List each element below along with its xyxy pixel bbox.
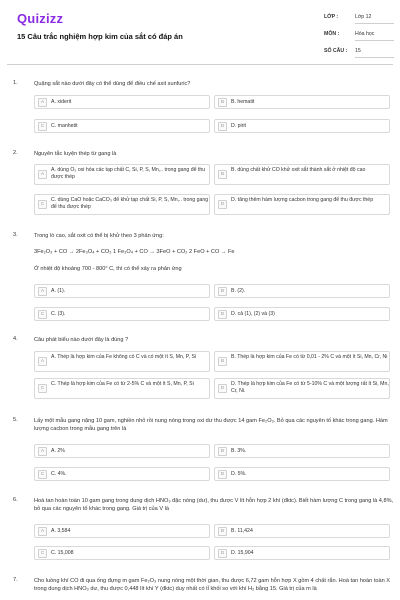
option-letter: A: [38, 170, 47, 179]
option-text: B. hematit: [231, 98, 255, 105]
option-text: C. 4%.: [51, 470, 67, 477]
header-divider: [7, 64, 393, 65]
option-letter: B: [218, 170, 227, 179]
option-letter: C: [38, 310, 47, 319]
option-a[interactable]: [34, 351, 210, 372]
question-number: 7.: [13, 577, 18, 583]
option-a[interactable]: [34, 95, 210, 109]
meta-value: Lớp 12: [355, 14, 394, 24]
question-text: Câu phát biểu nào dưới đây là đúng ?: [34, 337, 129, 343]
option-c[interactable]: [34, 546, 210, 560]
meta-row-subject: [324, 31, 394, 48]
option-c[interactable]: [34, 378, 210, 399]
meta-label: LỚP :: [324, 14, 339, 20]
option-c[interactable]: [34, 194, 210, 215]
option-letter: C: [38, 384, 47, 393]
option-text: D. 5%.: [231, 470, 247, 477]
option-text: C. dùng CaO hoặc CaCO₃ để khử tạp chất Si, P, S, Mn,.. trong gang để thu được thép: [51, 197, 209, 210]
option-d[interactable]: [214, 194, 390, 215]
option-d[interactable]: [214, 467, 390, 481]
option-letter: D: [218, 310, 227, 319]
question-text: Cho luồng khí CO đi qua ống đựng m gam Fe₂O₃ nung nóng một thời gian, thu được 6,72 gam hỗn hợp X gồm 4 chất rắn. Hoà tan hoàn toàn X trong dung dịch HNO₃ dư, thu được 0,448 lít khí Y (đktc) duy nhất có tỉ khối so với khí H₂ bằng 15. Giá trị của m là: [34, 578, 390, 593]
option-text: A. (1).: [51, 287, 66, 294]
meta-panel: [324, 14, 394, 65]
question-number: 3.: [13, 232, 18, 238]
option-a[interactable]: [34, 164, 210, 185]
option-b[interactable]: [214, 95, 390, 109]
option-text: A. 3,584: [51, 527, 71, 534]
option-letter: A: [38, 357, 47, 366]
option-letter: A: [38, 527, 47, 536]
option-b[interactable]: [214, 524, 390, 538]
option-letter: B: [218, 287, 227, 296]
option-letter: C: [38, 200, 47, 209]
option-text: A. xiderit: [51, 98, 72, 105]
option-b[interactable]: [214, 164, 390, 185]
option-text: D. cả (1), (2) và (3): [231, 310, 275, 317]
option-text: B. 3%.: [231, 447, 247, 454]
option-text: A. 2%: [51, 447, 65, 454]
option-text: B. (2).: [231, 287, 246, 294]
question-text: Nguyên tắc luyện thép từ gang là: [34, 151, 117, 157]
option-b[interactable]: [214, 444, 390, 458]
option-text: D. 15,904: [231, 549, 254, 556]
option-letter: B: [218, 447, 227, 456]
option-d[interactable]: [214, 378, 390, 399]
option-text: C. manhetit: [51, 122, 78, 129]
question-text: Quặng sắt nào dưới đây có thể dùng để điều chế axit sunfuric?: [34, 81, 191, 87]
option-text: C. 15,008: [51, 549, 74, 556]
option-text: D. pirit: [231, 122, 246, 129]
option-text: B. dùng chất khử CO khử oxit sắt thành sắt ở nhiệt độ cao: [231, 167, 366, 173]
meta-label: MÔN :: [324, 31, 340, 37]
meta-row-class: [324, 14, 394, 31]
page-title: 15 Câu trắc nghiệm hợp kim của sắt có đáp án: [17, 32, 183, 41]
option-letter: D: [218, 122, 227, 131]
question-number: 4.: [13, 336, 18, 342]
option-text: B. 11,424: [231, 527, 253, 534]
question-number: 6.: [13, 497, 18, 503]
option-c[interactable]: [34, 467, 210, 481]
option-letter: D: [218, 549, 227, 558]
option-d[interactable]: [214, 546, 390, 560]
option-b[interactable]: [214, 284, 390, 298]
option-a[interactable]: [34, 524, 210, 538]
option-b[interactable]: [214, 351, 390, 372]
option-text: A. Thép là hợp kim của Fe không có C và có một ít S, Mn, P, Si: [51, 354, 197, 360]
option-text: D. tăng thêm hàm lượng cacbon trong gang để thu được thép: [231, 197, 374, 203]
option-text: A. dùng O₂ oxi hóa các tạp chất C, Si, P, S, Mn,.. trong gang để thu được thép: [51, 167, 206, 180]
question-number: 5.: [13, 417, 18, 423]
option-a[interactable]: [34, 284, 210, 298]
option-text: B. Thép là hợp kim của Fe có từ 0,01 - 2% C và một ít Si, Mn, Cr, Ni: [231, 354, 388, 360]
option-d[interactable]: [214, 307, 390, 321]
option-c[interactable]: [34, 307, 210, 321]
meta-value: Hóa học: [355, 31, 394, 41]
quizizz-logo[interactable]: Quizizz: [17, 11, 64, 26]
option-text: D. Thép là hợp kim của Fe có từ 5-10% C và một lượng rất ít Si, Mn, Cr, Ni.: [231, 381, 389, 394]
option-letter: A: [38, 447, 47, 456]
option-letter: C: [38, 549, 47, 558]
question-number: 1.: [13, 80, 18, 86]
meta-value: 15: [355, 48, 394, 58]
option-letter: C: [38, 122, 47, 131]
option-text: C. (3).: [51, 310, 66, 317]
option-letter: C: [38, 470, 47, 479]
option-letter: B: [218, 357, 227, 366]
question-note: Ở nhiệt độ khoảng 700 - 800° C, thì có thể xảy ra phản ứng: [34, 266, 182, 272]
meta-row-count: [324, 48, 394, 65]
option-a[interactable]: [34, 444, 210, 458]
reaction-equations: 3Fe₂O₃ + CO → 2Fe₃O₄ + CO₂ 1 Fe₃O₄ + CO → 3FeO + CO₂ 2 FeO + CO → Fe: [34, 249, 235, 255]
option-letter: D: [218, 384, 227, 393]
option-letter: D: [218, 470, 227, 479]
option-letter: B: [218, 527, 227, 536]
meta-label: SỐ CÂU :: [324, 48, 348, 54]
option-text: C. Thép là hợp kim của Fe có từ 2-5% C và một ít S, Mn, P, Si: [51, 381, 194, 387]
option-letter: D: [218, 200, 227, 209]
option-c[interactable]: [34, 119, 210, 133]
question-number: 2.: [13, 150, 18, 156]
question-text: Lấy một mẫu gang nặng 10 gam, nghiền nhỏ rồi nung nóng trong oxi dư thu được 14 gam Fe₂O₃. Bỏ qua các nguyên tố khác trong gang. Hàm lượng cacbon trong mẫu gang trên là: [34, 418, 388, 433]
option-letter: A: [38, 287, 47, 296]
option-letter: B: [218, 98, 227, 107]
question-text: Trong lò cao, sắt oxit có thể bị khử theo 3 phản ứng:: [34, 233, 164, 239]
question-text: Hoà tan hoàn toàn 10 gam gang trong dung dịch HNO₃ đặc nóng (dư), thu được V lít hỗn hợp 2 khí (đktc). Biết hàm lượng C trong gang là 4,8%, bỏ qua các nguyên tố khác trong gang. Giá trị của V là: [34, 498, 394, 513]
option-letter: A: [38, 98, 47, 107]
option-d[interactable]: [214, 119, 390, 133]
